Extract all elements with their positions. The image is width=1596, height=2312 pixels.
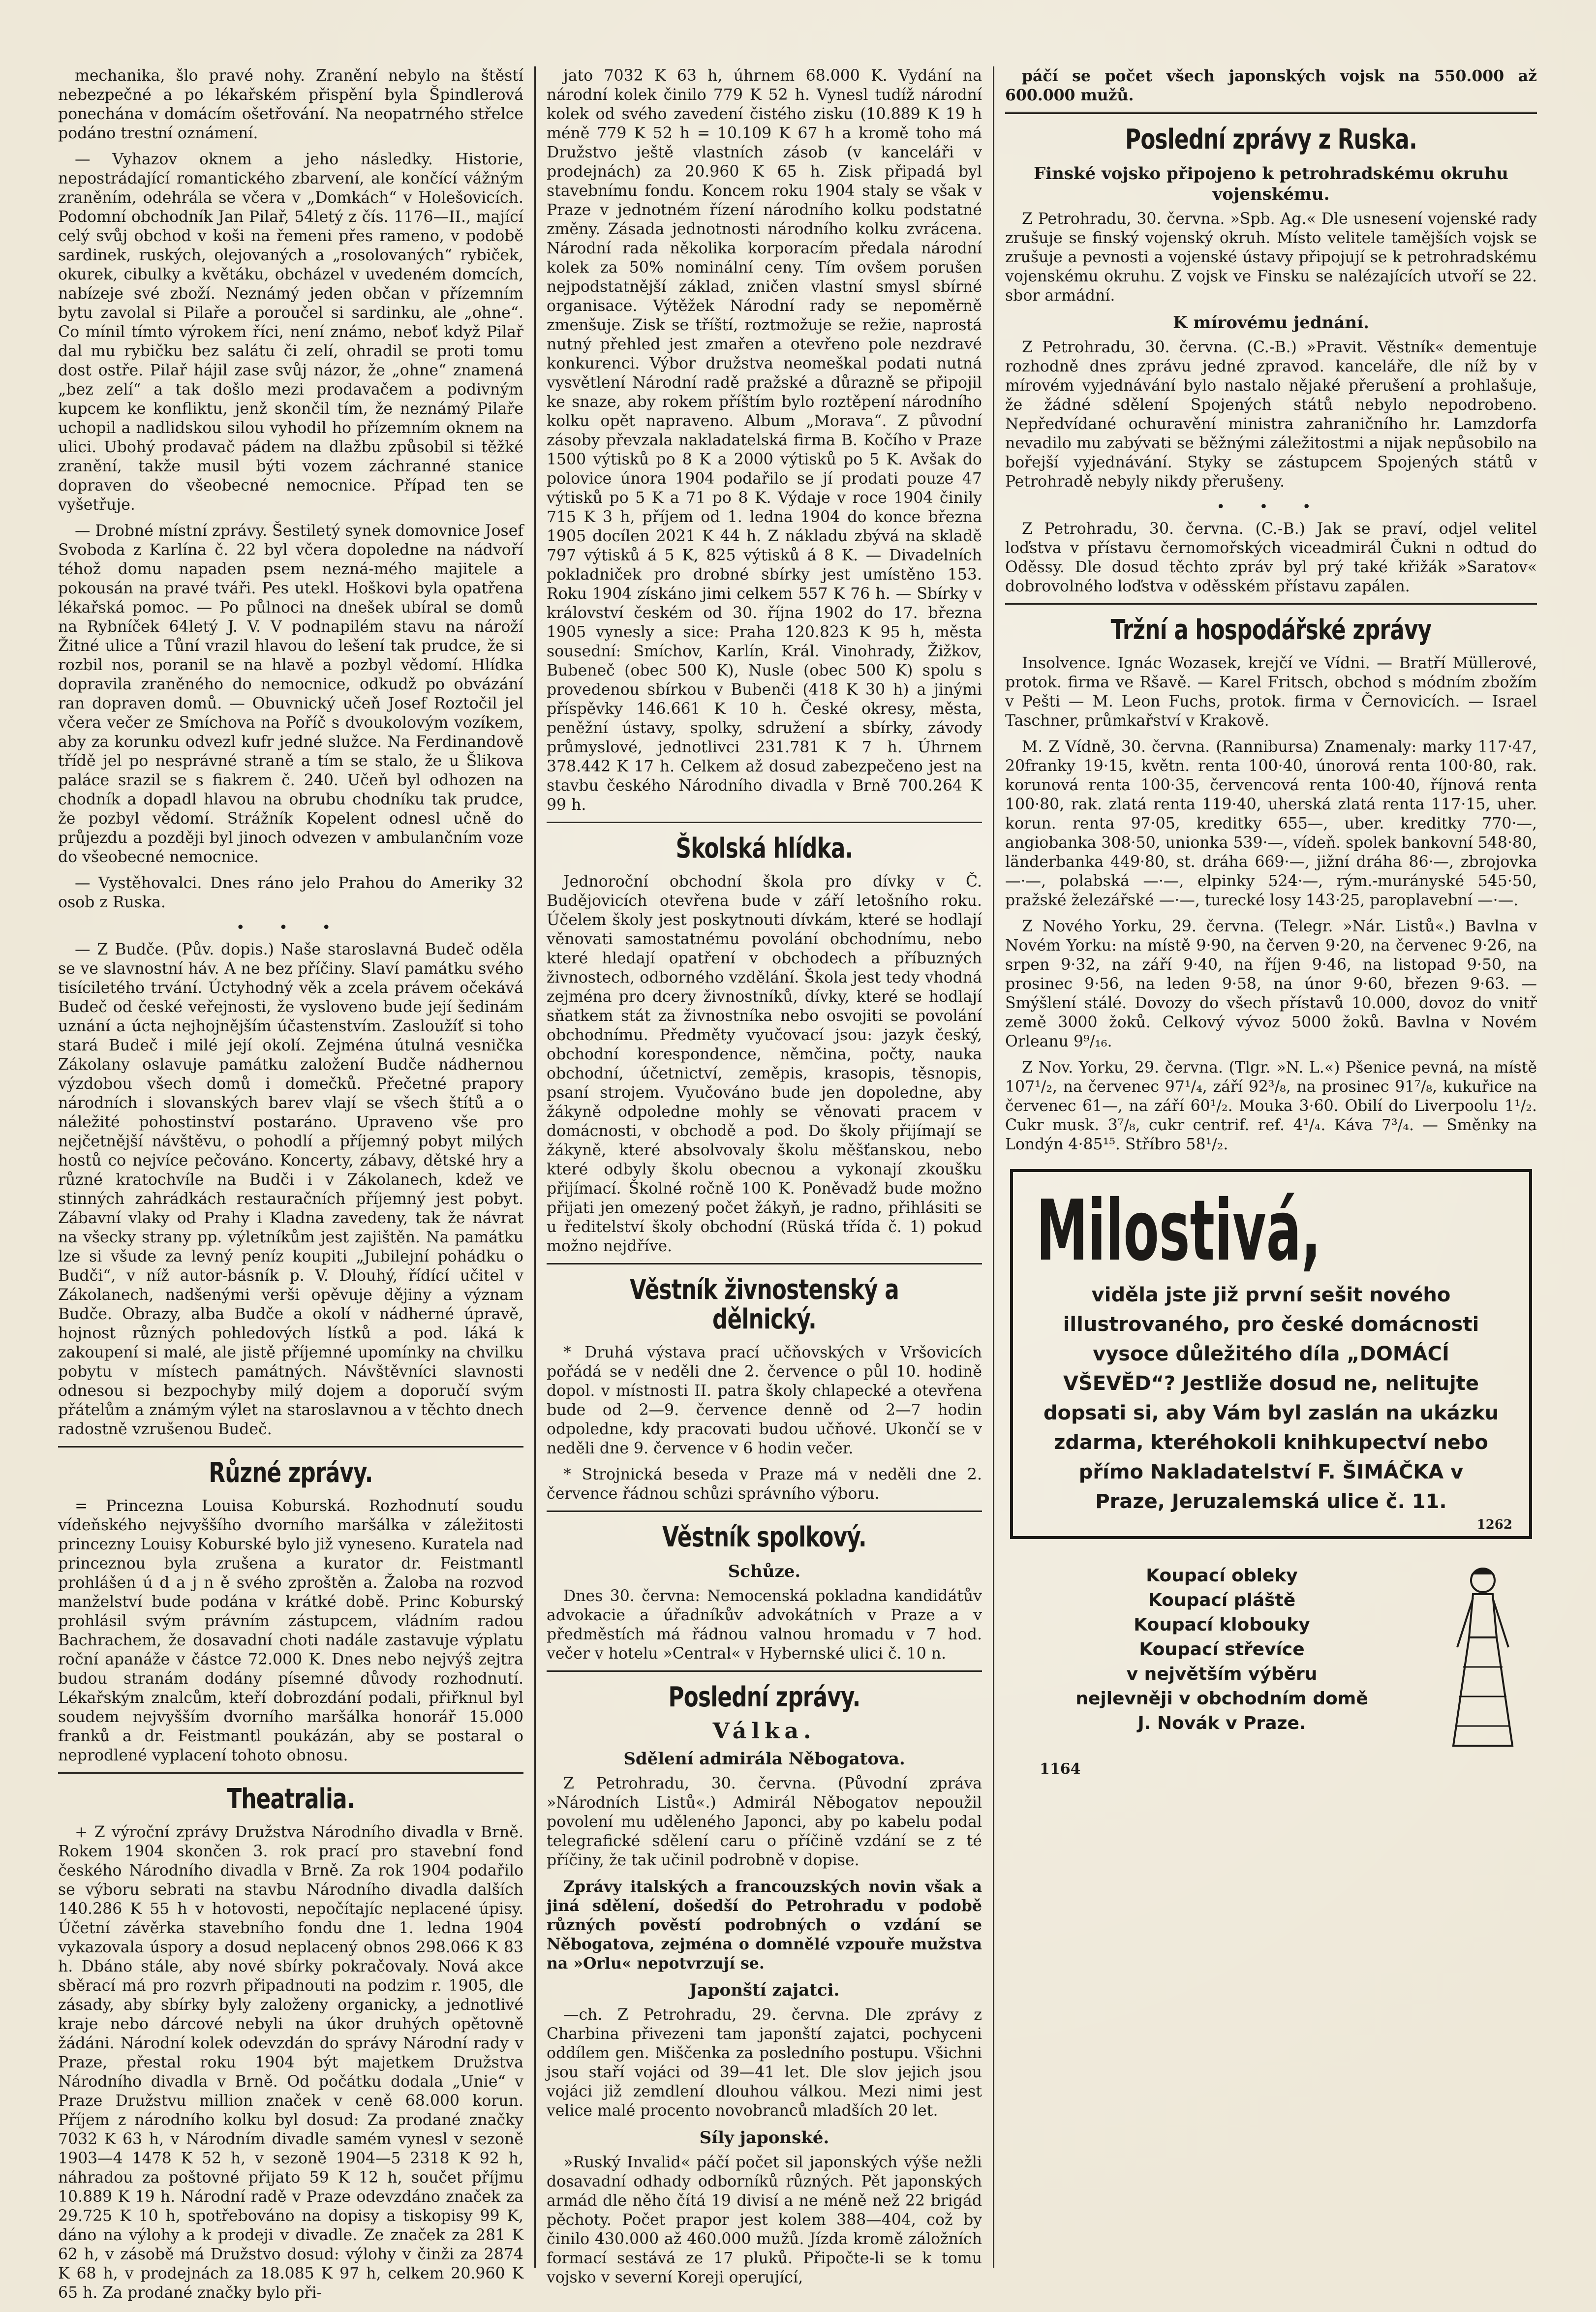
article-zpravy-italskych: Zprávy italských a francouzských novin však a jiná sdělení, došedší do Petrohradu v podobě různých pověstí podrobných o vzdání se Něbogatova, zejména o domnělé vzpouře mužstva na »Orlu« nepotvrzují se.: [547, 1878, 982, 1973]
ad2-line: nejlevněji v obchodním domě: [1075, 1689, 1368, 1709]
heading-skolska-hlidka: Školská hlídka.: [675, 832, 853, 864]
separator-stars: • • •: [236, 919, 346, 936]
page-number: 1164: [1040, 1760, 1081, 1778]
article-sily: »Ruský Invalid« páčí počet sil japonských výše nežli dosavadní odhady odborníků různých. Pět japonských armád dle něho čítá 19 divisí a ne méně než 22 brigád pěchoty. Počet prapor jest kolem 388—404, což by činilo 430.000 až 460.000 mužů. Jízda kromě záložních formací sestává ze 17 pluků. Připočte-li se k tomu vojsko v severní Koreji operující,: [547, 2154, 982, 2286]
article-budec: — Z Budče. (Pův. dopis.) Naše staroslavná Budeč oděla se ve slavnostní háv. A ne bez příčiny. Slaví památku svého tisíciletého trvání. Úctyhodný věk a zcela právem očekává Budeč od české veřejnosti, že vysloveno bude její šedinám uznání a úcta nejhojnějším účastenstvím. Zasloužíť si toho stará Budeč i milé její okolí. Zejména útulná vesnička Zákolany oslavuje památku založení Budče nádhernou výzdobou všech domů i domečků. Přečetné prapory národních i slovanských barev vlají se všech štítů a o náležité pohostinství postaráno. Upraveno vše pro nejčetnější návštěvu, o pohodlí a příjemný pobyt milých hostů co nejvíce pečováno. Koncerty, zábavy, dětské hry a různé kratochvíle na Budči i v Zákolanech, kdež ve stinných zahrádkách restauračních příjemný jest pobyt. Zábavní vlaky od Prahy i Kladna zavedeny, tak že návrat na všecky strany pp. výletníkům jest zajištěn. Na památku lze si všude za levný peníz koupiti „Jubilejní pohádku o Budči“, v níž autor-básník p. V. Dlouhý, řídící učitel v Zákolanech, nadšenými verši opěvuje dějiny a význam Budče. Obrazy, alba Budče a okolí v nádherné úpravě, hojnost různých pohledových lístků a pod. láká k zakoupení si malé, ale jistě příjemné upomínky na chvilku pobytu v místech památných. Návštěvníci slavnosti odnesou si bezpochyby milý dojem a doporučí svým přátelům a známým výlet na staroslavnou a v těchto dnech radostně vzrušenou Budeč.: [58, 941, 523, 1438]
subheading-zajatci: Japonští zajatci.: [689, 1980, 840, 2000]
heading-trzni: Tržní a hospodářské zprávy: [1110, 614, 1432, 646]
divider: [1005, 112, 1537, 114]
heading-theatralia: Theatralia.: [227, 1783, 355, 1815]
column-3: [993, 66, 1537, 2268]
article-nebogatov: Z Petrohradu, 30. června. (Původní zpráva »Národních Listů«.) Admirál Něbogatov nepoužil povolení mu uděleného Japonci, aby po kabelu podal telegrafické sdělení caru o příčině vzdání se z té příčiny, že tak učinil podrobně v dopise.: [547, 1775, 982, 1869]
article-fragment: mechanika, šlo pravé nohy. Zranění nebylo na štěstí nebezpečné a po lékařském přispění byla Špindlerová ponechána v domácím ošetřování. Na neopatrného střelce podáno trestní oznámení.: [58, 67, 523, 142]
ad-body: viděla jste již první sešit nového illustrovaného, pro české domácnosti vysoce důležitého díla „DOMÁCÍ VŠEVĚD“? Jestliže dosud ne, nelitujte dopsati si, aby Vám byl zaslán na ukázku zdarma, kteréhokoli knihkupectví nebo přímo Nakladatelství F. ŠIMÁČKA v Praze, Jeruzalemská ulice č. 11.: [1043, 1284, 1499, 1513]
ad-title: Milostivá,: [1036, 1182, 1321, 1280]
ad2-line: Koupací obleky: [1146, 1566, 1298, 1586]
subheading-schuze: Schůze.: [728, 1562, 801, 1581]
article-odessa: Z Petrohradu, 30. června. (C.-B.) Jak se praví, odjel velitel loďstva v přístavu černomořských viceadmirál Čukni n odtud do Oděssy. Dle dosud těchto zpráv byl prý také křižák »Saratov« dobrovolného loďstva v oděsském přístavu zapálen.: [1005, 520, 1537, 595]
article-viden-bursa: M. Z Vídně, 30. června. (Rannibursa) Znamenaly: marky 117·47, 20franky 19·15, květn. renta 100·40, únorová renta 100·80, rak. korunová renta 100·35, červencová renta 100·40, říjnová renta 100·80, rak. zlatá renta 119·40, uherská zlatá renta 117·15, uher. korun. renta 97·05, kreditky 655—, uber. kreditky 770·—, angiobanka 308·50, unionka 539·—, vídeň. spolek bankovní 548·80, länderbanka 449·80, st. dráha 669·—, jižní dráha 86·—, zbrojovka —·—, polabská —·—, elpinky 524·—, rým.-murányské 545·50, pražské železářské —·—, turecké losy 143·25, paroplavební —·—.: [1005, 738, 1537, 909]
article-mirove: Z Petrohradu, 30. června. (C.-B.) »Pravit. Věstník« dementuje rozhodně dnes zprávu jedné zpravod. kanceláře, dle níž by v mírovém vyjednávání bylo nastalo nějaké přerušení a prohlašuje, že žádné sdělení Spojených států nebylo nepodrobeno. Nepředvídané ochuravění ministra zahraničního hr. Lamzdorfa nevadilo mu zabývati se běžnými záležitostmi a nijak nepůsobilo na bořejší vyjednávání. Styky se zástupcem Spojených států v Petrohradě nebyly nikdy přerušeny.: [1005, 339, 1537, 491]
subheading-finske: Finské vojsko připojeno k petrohradskému okruhu vojenskému.: [1034, 164, 1508, 204]
divider: [547, 1263, 982, 1264]
ad2-line: J. Novák v Praze.: [1137, 1713, 1306, 1733]
ad2-line: Koupací klobouky: [1134, 1615, 1310, 1635]
heading-posledni-zpravy: Poslední zprávy.: [668, 1681, 860, 1713]
ad2-text: [1010, 1559, 1434, 1756]
article-zajatci: —ch. Z Petrohradu, 29. června. Dle zprávy z Charbina přivezeni tam japonští zajatci, pochyceni oddílem gen. Miščenka za posledního postupu. Všichni jsou staří vojáci od 39—41 let. Dle slov jejich jsou vojáci již zemdlení dlouhou válkou. Mezi nimi jest velice malé procento novobranců mladších 20 let.: [547, 2006, 982, 2120]
advertisement-milostiva: [1010, 1169, 1532, 1539]
article-strojnicka: * Strojnická beseda v Praze má v neděli dne 2. července řádnou schůzi správního výboru.: [547, 1466, 982, 1503]
article-drobne: — Drobné místní zprávy. Šestiletý synek domovnice Josef Svoboda z Karlína č. 22 byl včera dopoledne na nádvoří téhož domu napaden psem nezná-mého majitele a pokousán na pravé tváři. Pes utekl. Hoškovi byla opatřena lékařská pomoc. — Po půlnoci na dnešek ubíral se domů na Rybníček 64letý J. V. V podnapilém stavu na nároží Žitné ulice a Tůní vrazil hlavou do lešení tak prudce, že si rozbil nos, poranil se na hlavě a pozbyl vědomí. Hlídka dopravila zraněného do nemocnice, odkudž po obvázání ran dopraven domů. — Obuvnický učeň Josef Roztočil jel včera večer ze Smíchova na Poříč s dvoukolovým vozíkem, aby za korunku odvezl kufr jedné služce. Na Ferdinandově třídě jel po nesprávné straně a tím se stalo, že u Šlikova paláce srazil se s fiakrem č. 240. Učeň byl odhozen na chodník a dopadl hlavou na obrubu chodníku tak prudce, že pozbyl vědomí. Strážník Kopelent odnesl učně do průjezdu a později byl jinoch odvezen v ambulančním voze do všeobecné nemocnice.: [58, 522, 523, 866]
divider: [547, 1670, 982, 1672]
article-sily-cont: páčí se počet všech japonských vojsk na 550.000 až 600.000 mužů.: [1005, 67, 1537, 104]
article-finske: Z Petrohradu, 30. června. »Spb. Ag.« Dle usnesení vojenské rady zrušuje se finský vojenský okruh. Místo velitele tamějších vojsk se zrušuje a pevnosti a vojenské ústavy připojují se k petrohradskému vojenskému okruhu. Z vojsk ve Finsku se nalézajících utvoří se 22. sbor armádní.: [1005, 210, 1537, 305]
article-druzstvo-cont: jato 7032 K 63 h, úhrnem 68.000 K. Vydání na národní kolek činilo 779 K 52 h. Vynesl tudíž národní kolek od svého zavedení čistého zisku (10.889 K 19 h méně 779 K 52 h = 10.109 K 67 h a kromě toho má Družstvo ještě vlastních zásob (v kanceláři v prodejnách) za 20.960 K 65 h. Zisk připadá byl stavebnímu fondu. Koncem roku 1904 staly se však v Praze v jednotném řízení národního kolku podstatné změny. Zásada jednotnosti národního kolku zvrácena. Národní rada několika korporacím předala národní kolek za 50% nominální ceny. Tím ovšem porušen nejpodstatnější základ, zničen vlastní smysl sbírné organisace. Výtěžek Národní rady se nepoměrně zmenšuje. Zisk se tříští, roztmožuje se režie, naprostá nutný přehled jest zmařen a otevřeno pole nezdravé konkurenci. Výbor družstva neomeškal podati nutná vysvětlení Národní radě pražské a důrazně se připojil ke snaze, aby rokem příštím bylo roztěpení národního kolku opět napraveno. Album „Morava“. Z původní zásoby převzala nakladatelská firma B. Kočího v Praze 1500 výtisků po 8 K a 2000 výtisků po 5 K. Avšak do polovice února 1904 podařilo se jí prodati pouze 47 výtisků po 5 K a 71 po 8 K. Výdaje v roce 1904 činily 715 K 3 h, příjem od 1. ledna 1904 do konce března 1905 docílen 2021 K 44 h. Z nákladu zbývá na skladě 797 výtisků á 5 K, 825 výtisků á 8 K. — Divadelních pokladniček pro drobné sbírky jest umístěno 153. Roku 1904 získáno jimi celkem 557 K 76 h. — Sbírky v království českém od 30. října 1902 do 17. března 1905 vynesly a sice: Praha 120.823 K 95 h, města sousední: Smíchov, Karlín, Král. Vinohrady, Žižkov, Bubeneč (obec 500 K), Nusle (obec 500 K) spolu s provedenou sbírkou v Bubenči (418 K 30 h) a jinými příspěvky 146.661 K 10 h. České okresy, města, peněžní ústavy, spolky, sdružení a sbírky, závody průmyslové, jednotlivci 231.781 K 7 h. Úhrnem 378.442 K 17 h. Celkem až dosud zabezpečeno jest na stavbu českého Národního divadla v Brně 700.264 K 99 h.: [547, 67, 982, 814]
article-vystava: * Druhá výstava prací učňovských v Vršovicích pořádá se v neděli dne 2. července o půl 10. hodině dopol. v místnosti II. patra školy chlapecké a otevřena bude od 2—9. července denně od 2—7 hodin odpoledne, kdy pracovati budou učňové. Ukončí se v neděli dne 9. července v 6 hodin večer.: [547, 1344, 982, 1457]
divider: [547, 1511, 982, 1512]
subheading-mirove: K mírovému jednání.: [1173, 313, 1369, 333]
heading-vestnik-zivnostensky: Věstník živnostenský a dělnický.: [630, 1274, 899, 1335]
article-louisa: = Princezna Louisa Koburská. Rozhodnutí soudu vídeňského nejvyššího dvorního maršálka v záležitosti princezny Louisy Koburské bylo již vyneseno. Kuratela nad princeznou byla zrušena a kurator dr. Feistmantl prohlášen ú d a j n ě svého zproštěn a. Žaloba na rozvod manželství bude podána v krátké době. Princ Koburský prohlásil svým právním zástupcem, vládním radou Bachrachem, že dosavadní choti nadále zastavuje výplatu roční apanáže v částce 72.000 K. Dnes nebo nejvýš zejtra budou stranám dodány písemné důvody rozhodnutí. Lékařským znalcům, kteří dobrozdání podali, přiřknul byl soudem nejvyšším dvorního maršálka honorář 15.000 franků a dr. Feistmantl poukázán, aby se postaral o neprodlené vyplacení tohoto obnosu.: [58, 1497, 523, 1764]
subheading-sily: Síly japonské.: [699, 2128, 829, 2148]
advertisement-novak: [1010, 1559, 1532, 1756]
article-insolvence: Insolvence. Ignác Wozasek, krejčí ve Vídni. — Bratří Müllerové, protok. firma ve Ršavě. — Karel Fritsch, obchod s módním zbožím v Pešti — M. Leon Fuchs, protok. firma v Černovicích. — Israel Taschner, průmkařství v Krakově.: [1005, 654, 1537, 730]
column-2: [534, 66, 993, 2286]
heading-vestnik-spolkovy: Věstník spolkový.: [662, 1521, 866, 1553]
article-vyhazov: — Vyhazov oknem a jeho následky. Historie, nepostrádající romantického zbarvení, ale končící vážným zraněním, odehrála se včera v „Domkách“ v Holešovicích. Podomní obchodník Jan Pilař, 54letý z čís. 1176—II., mající celý svůj obchod v koši na řemeni přes rameno, v podobě sardinek, ruských, olejovaných a „rosolovaných“ rybiček, okurek, cibulky a květáku, obcházel v uvedeném domcích, nabízeje své zboží. Neznámý jeden občan v přízemním bytu zavolal si Pilaře a poroučel si sardinku, ale „ohne“. Co mínil tímto výrokem říci, není známo, neboť když Pilař dal mu rybičku bez salátu či zelí, ohradil se proti tomu dost ostře. Pilař hájil zase svůj názor, že „ohne“ znamená „bez zelí“ a tak došlo mezi prodavačem a podivným kupcem ke konfliktu, jenž skončil tím, že neznámý Pilaře uchopil a nadlidskou silou vyhodil ho přízemním oknem na ulici. Ubohý prodavač pádem na dlažbu způsobil si těžké zranění, takže musil býti vozem záchranné stanice dopraven do všeobecné nemocnice. Případ ten se vyšetřuje.: [58, 151, 523, 514]
subheading-nebogatov: Sdělení admirála Něbogatova.: [623, 1749, 905, 1769]
ad2-line: Koupací střevíce: [1139, 1639, 1305, 1660]
ad2-line: Koupací pláště: [1148, 1590, 1296, 1610]
article-schuze: Dnes 30. června: Nemocenská pokladna kandidátův advokacie a úřadníkův advokátních v Praze a v předměstích má řádnou valnou hromadu v 7 hod. večer v hotelu »Central« v Hybernské ulici č. 10 n.: [547, 1587, 982, 1663]
column-1: [58, 66, 534, 2302]
heading-posledni-rusko: Poslední zprávy z Ruska.: [1125, 123, 1417, 155]
heading-ruzne-zpravy: Různé zprávy.: [209, 1457, 373, 1489]
woman-figure-illustration: [1434, 1559, 1532, 1756]
ad2-line: v největším výběru: [1126, 1664, 1318, 1684]
ad-number: 1262: [1476, 1517, 1512, 1532]
divider: [547, 822, 982, 823]
separator-stars: • • •: [1216, 498, 1326, 516]
columns: [58, 66, 1538, 2302]
divider: [58, 1446, 523, 1448]
article-druzstvo: + Z výroční zprávy Družstva Národního divadla v Brně. Rokem 1904 skončen 3. rok prací pro stavební fond českého Národního divadla v Brně. Za rok 1904 podařilo se výboru sebrati na stavbu Národního divadla dalších 140.286 K 55 h v hotovosti, nepočítajíc neplacené úpisy. Účetní závěrka stavebního fondu dne 1. ledna 1904 vykazovala úspory a dosud neplacený obnos 298.066 K 83 h. Dbáno stále, aby nové sbírky pokračovaly. Nová akce sběrací má pro rozvrh připadnouti na podzim r. 1905, dle zásady, aby sbírky byly založeny organicky, a jednotlivé kraje nebo dárcové nebyli na úkor druhých opětovně žádáni. Národní kolek odevzdán do správy Národní rady v Praze, přestal roku 1904 být majetkem Družstva Národního divadla v Brně. Od počátku dodala „Unie“ v Praze Družstvu million značek v ceně 68.000 korun. Příjem z národního kolku byl dosud: Za prodané značky 7032 K 63 h, v Národním divadle samém vynesl v sezoně 1903—4 1478 K 52 h, v sezoně 1904—5 2318 K 92 h, náhradou za poštovné přijato 59 K 12 h, součet příjmu 10.889 K 19 h. Národní radě v Praze odevzdáno značek za 29.725 K 10 h, spotřebováno na dopisy a tiskopisy 99 K, dáno na výlohy a k prodeji v divadle. Ze značek za 281 K 62 h, v zásobě má Družstvo dosud: výlohy v činži za 2874 K 68 h, v prodejnách za 18.085 K 97 h, celkem 20.960 K 65 h. Za prodané značky bylo při-: [58, 1823, 523, 2302]
divider: [1005, 603, 1537, 605]
subheading-valka: Válka.: [712, 1719, 816, 1744]
divider: [58, 1772, 523, 1774]
article-skola: Jednoroční obchodní škola pro dívky v Č. Budějovicích otevřena bude v září letošního roku. Účelem školy jest poskytnouti dívkám, které se hodlají věnovati samostatnému povolání obchodnímu, nebo které hledají opatření v obchodech a příbuzných živnostech, odborného vzdělání. Škola jest tedy vhodná zejména pro dcery živnostníků, dívky, které se hodlají sňatkem stát za živnostníka nebo osvojiti se povolání obchodnímu. Předměty vyučovací jsou: jazyk český, obchodní korespondence, němčina, počty, nauka obchodní, účetnictví, zeměpis, krasopis, těsnopis, psaní strojem. Vyučováno bude jen dopoledne, aby žákyně odpoledne mohly se věnovati pracem v domácnosti, v obchodě a pod. Do školy přijímají se žákyně, které absolvovaly školu měšťanskou, nebo které odbyly školu obecnou a vykonají zkoušku přijímací. Školné ročně 100 K. Poněvadž bude možno přijati jen omezený počet žákyň, je radno, přihlásiti se u ředitelství školy obchodní (Rüská třída č. 1) pokud možno nejdříve.: [547, 873, 982, 1255]
article-new-york-psenice: Z Nov. Yorku, 29. června. (Tlgr. »N. L.«) Pšenice pevná, na místě 107¹/₂, na červenec 97¹/₄, září 92³/₈, na prosinec 91⁷/₈, kukuřice na červenec 61—, na září 60¹/₂. Mouka 3·60. Obilí do Liverpoolu 1¹/₂. Cukr musk. 3⁷/₈, cukr centrif. ref. 4¹/₄. Káva 7³/₄. — Směnky na Londýn 4·85¹⁵. Stříbro 58¹/₂.: [1005, 1059, 1537, 1153]
article-vystehovalci: — Vystěhovalci. Dnes ráno jelo Prahou do Ameriky 32 osob z Ruska.: [58, 874, 523, 911]
article-new-york-bavlna: Z Nového Yorku, 29. června. (Telegr. »Nár. Listů«.) Bavlna v Novém Yorku: na místě 9·90, na červen 9·20, na červenec 9·26, na srpen 9·32, na září 9·40, na říjen 9·46, na listopad 9·50, na prosinec 9·56, na leden 9·58, na únor 9·60, březen 9·63. — Smýšlení stálé. Dovozy do všech přístavů 10.000, dovoz do vnitř země 3000 žoků. Celkový vývoz 5000 žoků. Bavlna v Novém Orleanu 9⁹/₁₆.: [1005, 918, 1537, 1050]
